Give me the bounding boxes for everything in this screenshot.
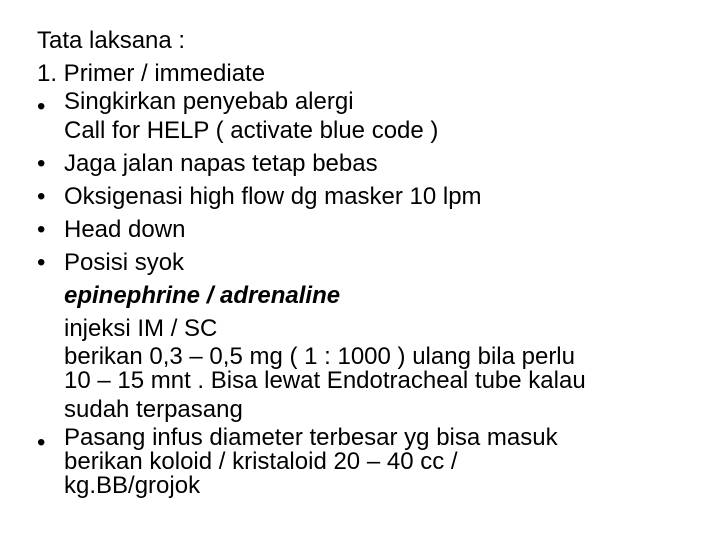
list-item-text: Posisi syok: [64, 249, 185, 276]
slide-title: Tata laksana :: [37, 27, 186, 54]
list-item-posisi-syok: [37, 246, 697, 279]
list-item-text: Pasang infus diameter terbesar yg bisa masuk: [64, 424, 558, 451]
step-heading: 1. Primer / immediate: [37, 60, 266, 87]
drug-block: [37, 279, 697, 426]
bullet-icon: •: [37, 183, 46, 210]
list-item-text: Singkirkan penyebab alergi: [64, 88, 354, 115]
drug-title: epinephrine / adrenaline: [64, 282, 341, 309]
list-item-jalan-napas: [37, 147, 697, 180]
bullet-icon: •: [37, 429, 46, 456]
list-item-text: berikan koloid / kristaloid 20 – 40 cc /: [64, 448, 458, 475]
drug-dose-line: 10 – 15 mnt . Bisa lewat Endotracheal tube kalau: [64, 367, 586, 394]
list-item-text: kg.BB/grojok: [64, 472, 201, 499]
drug-route: injeksi IM / SC: [64, 315, 218, 342]
list-item-head-down: [37, 213, 697, 246]
list-item-text: Head down: [64, 216, 186, 243]
drug-dose-line: sudah terpasang: [64, 396, 243, 423]
list-item-singkirkan: [37, 90, 697, 147]
list-item-oksigenasi: [37, 180, 697, 213]
slide-content: [37, 24, 697, 498]
bullet-icon: •: [37, 249, 46, 276]
list-item-text: Jaga jalan napas tetap bebas: [64, 150, 378, 177]
drug-dose-line: berikan 0,3 – 0,5 mg ( 1 : 1000 ) ulang bila perlu: [64, 343, 575, 370]
list-item-infus: [37, 426, 697, 498]
list-item-subtext: Call for HELP ( activate blue code ): [64, 117, 439, 144]
bullet-icon: •: [37, 216, 46, 243]
list-item-text: Oksigenasi high flow dg masker 10 lpm: [64, 183, 482, 210]
bullet-icon: •: [37, 150, 46, 177]
bullet-icon: •: [37, 93, 46, 120]
